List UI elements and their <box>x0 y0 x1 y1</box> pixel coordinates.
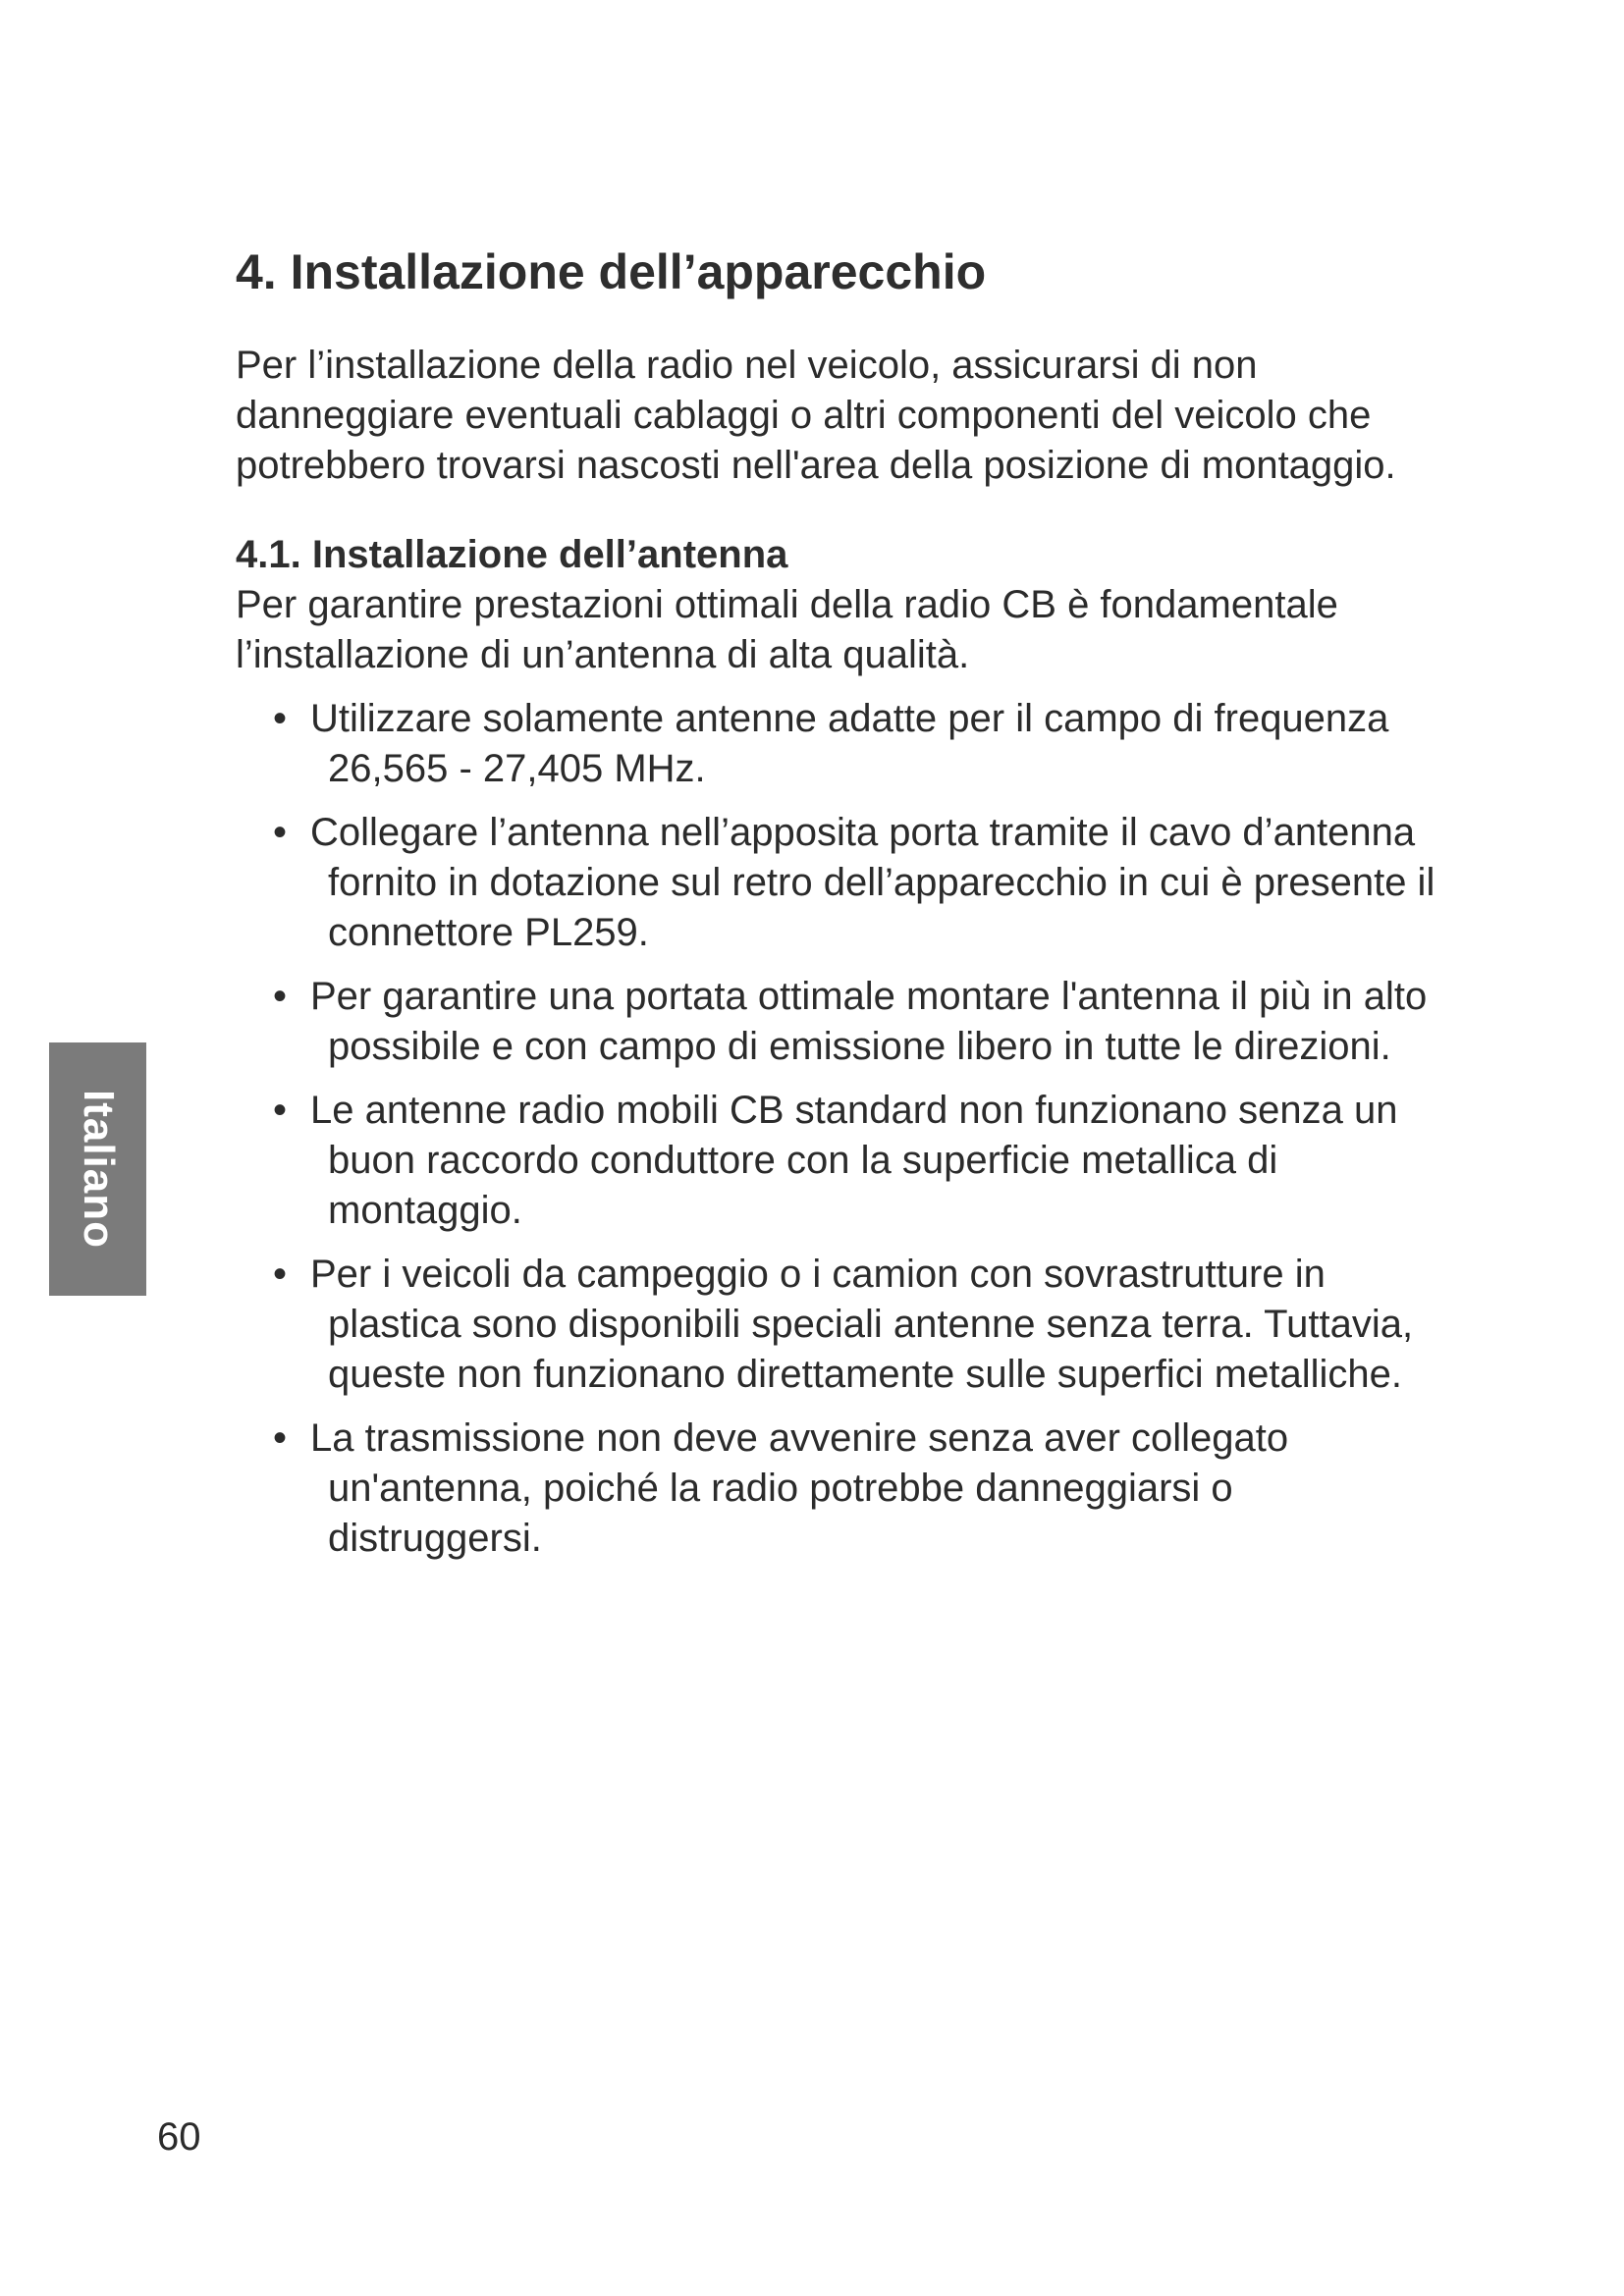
language-label: Italiano <box>74 1089 123 1250</box>
list-item-text: Per i veicoli da campeggio o i camion con sovrastrutture in plastica sono disponibili speciali antenne senza terra. Tuttavia, queste non funzionano direttamente sulle superfici metalliche. <box>310 1253 1414 1396</box>
list-item-text: Per garantire una portata ottimale montare l'antenna il più in alto possibile e con campo di emissione libero in tutte le direzioni. <box>310 975 1428 1068</box>
list-item <box>236 1250 1453 1400</box>
list-item-text: Le antenne radio mobili CB standard non funzionano senza un buon raccordo conduttore con la superficie metallica di montaggio. <box>310 1089 1398 1232</box>
list-item-text: La trasmissione non deve avvenire senza aver collegato un'antenna, poiché la radio potrebbe danneggiarsi o distruggersi. <box>310 1416 1289 1560</box>
page-title: 4. Installazione dell’apparecchio <box>236 244 987 299</box>
list-item <box>236 1086 1453 1236</box>
bullet-icon: • <box>273 1089 288 1132</box>
bullet-icon: • <box>273 697 288 740</box>
page-content <box>236 245 1453 1577</box>
bullet-icon: • <box>273 975 288 1018</box>
list-item <box>236 808 1453 958</box>
bullet-icon: • <box>273 1416 288 1460</box>
section-paragraph: Per garantire prestazioni ottimali della radio CB è fondamentale l’installazione di un’antenna di alta qualità. <box>236 583 1338 676</box>
bullet-list <box>236 694 1453 1564</box>
list-item-text: Utilizzare solamente antenne adatte per il campo di frequenza 26,565 - 27,405 MHz. <box>310 697 1389 790</box>
list-item <box>236 1414 1453 1564</box>
bullet-icon: • <box>273 1253 288 1296</box>
list-item <box>236 694 1453 794</box>
bullet-icon: • <box>273 811 288 854</box>
page-number: 60 <box>157 2115 201 2159</box>
section-title: 4.1. Installazione dell’antenna <box>236 533 788 576</box>
intro-paragraph: Per l’installazione della radio nel veicolo, assicurarsi di non danneggiare eventuali cablaggi o altri componenti del veicolo che potrebbero trovarsi nascosti nell'area della posizione di montaggio. <box>236 344 1396 487</box>
language-side-tab <box>49 1042 146 1296</box>
list-item <box>236 972 1453 1072</box>
list-item-text: Collegare l’antenna nell’apposita porta tramite il cavo d’antenna fornito in dotazione sul retro dell’apparecchio in cui è presente il connettore PL259. <box>310 811 1435 954</box>
